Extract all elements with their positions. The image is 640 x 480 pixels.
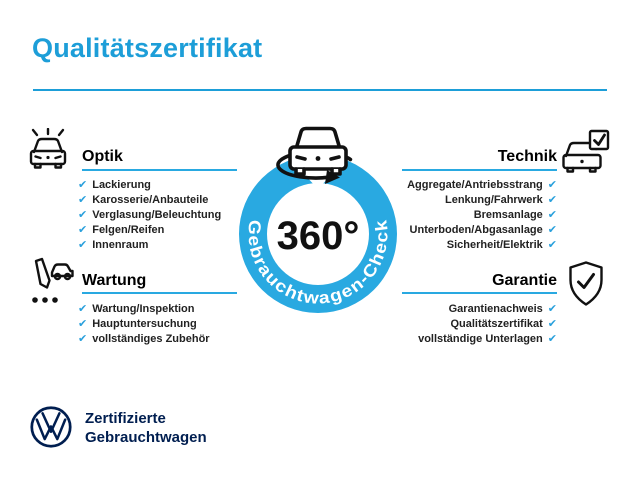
list-item-label: Aggregate/Antriebsstrang	[407, 178, 543, 191]
list-item	[78, 222, 221, 237]
check-icon: ✔	[78, 238, 88, 251]
footer-line-1: Zertifizierte	[85, 410, 166, 427]
vw-logo	[30, 406, 72, 448]
check-icon: ✔	[547, 238, 557, 251]
wartung-list	[78, 301, 210, 346]
list-item-label: Sicherheit/Elektrik	[446, 238, 543, 251]
list-item-label: Wartung/Inspektion	[92, 302, 195, 315]
wartung-underline	[82, 292, 237, 294]
check-icon: ✔	[547, 208, 557, 221]
check-icon: ✔	[78, 223, 88, 236]
car-360-rotation-icon	[290, 129, 346, 175]
optik-list	[78, 177, 221, 252]
list-item-label: Felgen/Reifen	[92, 223, 165, 236]
list-item-label: vollständige Unterlagen	[418, 332, 543, 345]
check-icon: ✔	[78, 317, 88, 330]
footer-brand-text	[85, 409, 207, 447]
list-item-label: Hauptuntersuchung	[92, 317, 197, 330]
section-heading-garantie: Garantie	[492, 272, 557, 289]
list-item-label: Garantienachweis	[448, 302, 543, 315]
list-item-label: Bremsanlage	[473, 208, 543, 221]
check-icon: ✔	[78, 332, 88, 345]
check-icon: ✔	[547, 223, 557, 236]
inspection-pen-car-icon	[22, 257, 74, 309]
list-item-label: Lackierung	[92, 178, 151, 191]
list-item-label: Verglasung/Beleuchtung	[92, 208, 222, 221]
car-checkbox-icon	[560, 126, 612, 178]
shiny-car-icon	[24, 128, 72, 176]
section-heading-technik: Technik	[497, 148, 557, 165]
check-icon: ✔	[78, 178, 88, 191]
list-item	[78, 177, 221, 192]
list-item	[78, 207, 221, 222]
section-heading-wartung: Wartung	[82, 272, 147, 289]
footer-line-2: Gebrauchtwagen	[85, 429, 207, 446]
list-item	[357, 331, 557, 346]
center-360-badge	[218, 113, 418, 325]
optik-underline	[82, 169, 237, 171]
list-item-label: Karosserie/Anbauteile	[92, 193, 209, 206]
degrees-label: 360°	[276, 214, 360, 258]
shield-check-icon	[564, 259, 608, 309]
check-icon: ✔	[547, 317, 557, 330]
check-icon: ✔	[78, 302, 88, 315]
check-icon: ✔	[547, 302, 557, 315]
list-item	[78, 301, 210, 316]
section-heading-optik: Optik	[82, 148, 123, 165]
list-item-label: Unterboden/Abgasanlage	[409, 223, 543, 236]
technik-underline	[402, 169, 557, 171]
list-item	[78, 316, 210, 331]
page-title: Qualitätszertifikat	[32, 33, 263, 63]
check-icon: ✔	[547, 332, 557, 345]
garantie-underline	[402, 292, 557, 294]
list-item-label: vollständiges Zubehör	[92, 332, 210, 345]
list-item-label: Lenkung/Fahrwerk	[444, 193, 543, 206]
check-icon: ✔	[78, 208, 88, 221]
title-divider	[33, 89, 607, 91]
list-item	[78, 192, 221, 207]
check-icon: ✔	[547, 193, 557, 206]
list-item	[78, 237, 221, 252]
list-item-label: Innenraum	[92, 238, 149, 251]
check-icon: ✔	[78, 193, 88, 206]
ring-label: Gebrauchtwagen-Check	[244, 219, 392, 308]
list-item-label: Qualitätszertifikat	[450, 317, 543, 330]
list-item	[78, 331, 210, 346]
check-icon: ✔	[547, 178, 557, 191]
